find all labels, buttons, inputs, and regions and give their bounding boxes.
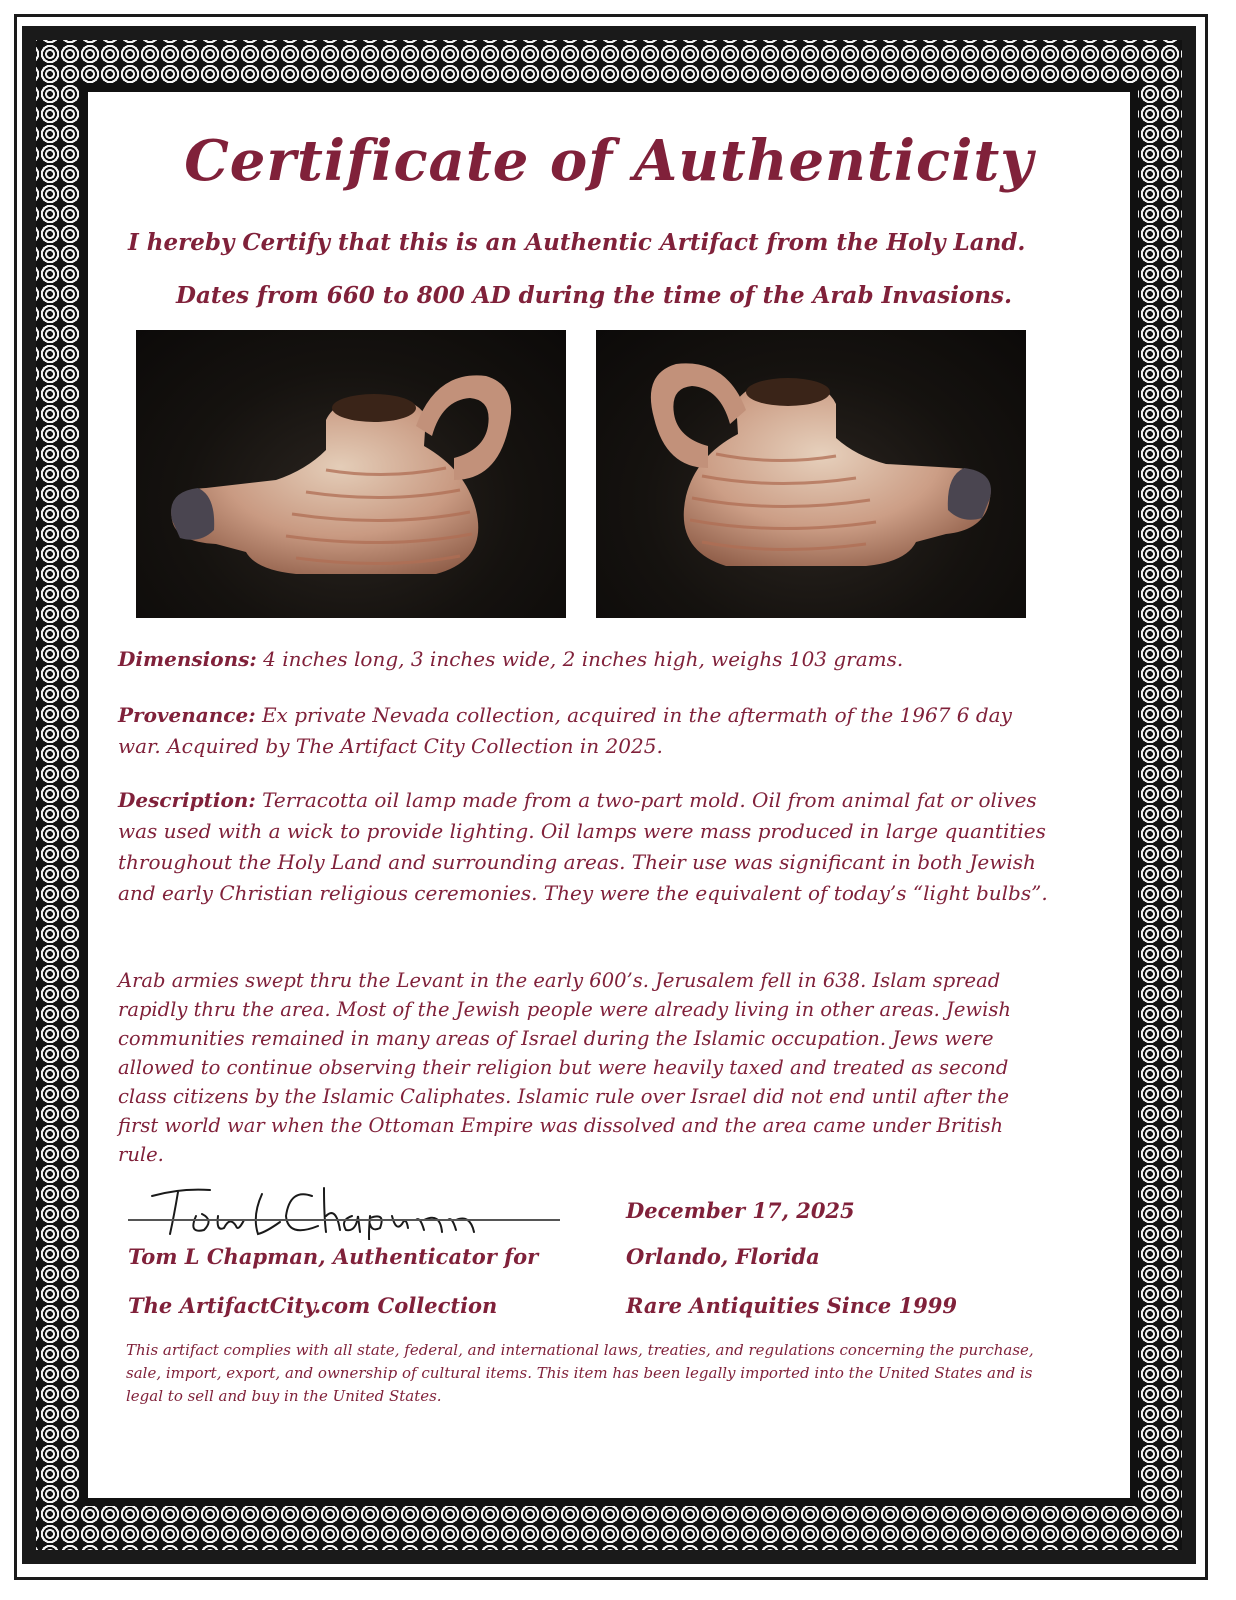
provenance-label: Provenance: [118,703,256,727]
certificate-location: Orlando, Florida [626,1244,820,1269]
legal-disclaimer: This artifact complies with all state, federal, and international laws, treaties, and regulations concerning the purchase, sale, import, export, and ownership of cultural items. This item has been legally imported into the United States and is legal to sell and buy in the United States. [126,1341,1034,1405]
certification-statement: I hereby Certify that this is an Authentic Artifact from the Holy Land. [128,229,1026,256]
dimensions-paragraph [118,644,1048,675]
description-label: Description: [118,788,256,812]
historical-context-paragraph: Arab armies swept thru the Levant in the early 600’s. Jerusalem fell in 638. Islam spread rapidly thru the area. Most of the Jewish people were already living in other areas. Jewish communities remained in many areas of Israel during the Islamic occupation. Jews were allowed to continue observing their religion but were heavily taxed and treated as second class citizens by the Islamic Caliphates. Islamic rule over Israel did not end until after the first world war when the Ottoman Empire was dissolved and the area came under British rule. [118,969,1011,1166]
provenance-text: Ex private Nevada collection, acquired in the aftermath of the 1967 6 day war. Acquired by The Artifact City Collection in 2025. [118,703,1012,758]
certificate-date: December 17, 2025 [626,1198,855,1223]
artifact-photo-left [136,330,566,618]
artifact-photo-right [596,330,1026,618]
handwritten-signature [140,1176,500,1240]
signature-line [128,1219,560,1221]
authenticator-name: Tom L Chapman, Authenticator for [128,1244,539,1269]
oil-lamp-photo-spout-right [596,330,1026,618]
description-text: Terracotta oil lamp made from a two-part mold. Oil from animal fat or olives was used with a wick to provide lighting. Oil lamps were mass produced in large quantities throughout the Holy Land and surrounding areas. Their use was significant in both Jewish and early Christian religious ceremonies. They were the equivalent of today’s “light bulbs”. [118,788,1048,905]
provenance-paragraph [118,700,1018,762]
dating-statement: Dates from 660 to 800 AD during the time of the Arab Invasions. [176,282,1012,309]
description-paragraph [118,785,1053,909]
dimensions-text: 4 inches long, 3 inches wide, 2 inches high, weighs 103 grams. [256,647,904,671]
oil-lamp-photo-spout-left [136,330,566,618]
collection-name: The ArtifactCity.com Collection [128,1293,498,1318]
company-tagline: Rare Antiquities Since 1999 [626,1293,957,1318]
dimensions-label: Dimensions: [118,647,257,671]
certificate-title: Certificate of Authenticity [184,128,1034,194]
